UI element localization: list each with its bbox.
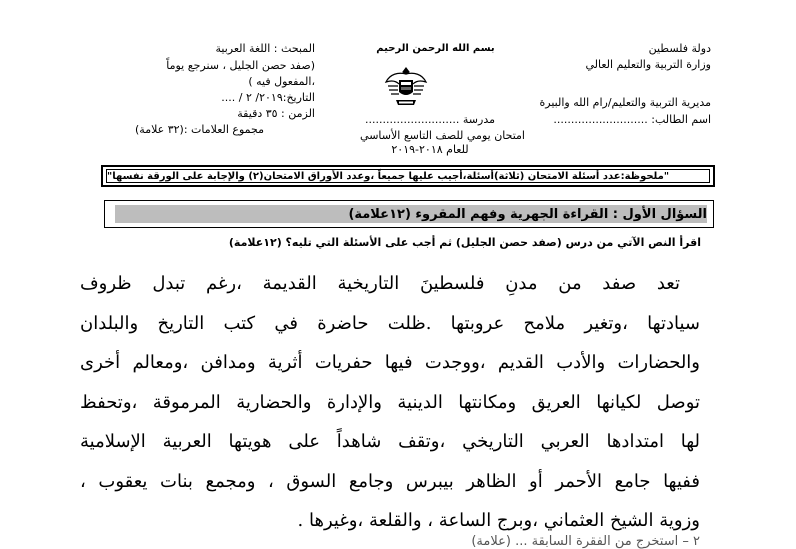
- palestine-emblem-icon: [384, 64, 428, 110]
- passage-line: سيادتها ،وتغير ملامح عروبتها .ظلت حاضرة في كتب التاريخ والبلدان: [80, 312, 700, 334]
- topic-line-2: ،المفعول فيه ): [248, 75, 315, 88]
- exam-note: "ملحوظة:عدد أسئلة الامتحان (ثلاثة)أسئلة،أجيب عليها جميعاً ،وعدد الأوراق الامتحان(٢) والإجابة على الورقة نفسها": [106, 169, 710, 183]
- passage-line: توصل لكيانها العريق ومكانتها الدينية والإدارة والحضارية المرموقة ،وتحفظ: [80, 391, 700, 413]
- directorate-name: مديرية التربية والتعليم/رام الله والبيرة: [539, 96, 711, 109]
- student-name-field[interactable]: اسم الطالب: ...........................: [553, 113, 711, 126]
- academic-year: للعام ٢٠١٨-٢٠١٩: [391, 143, 469, 156]
- school-field[interactable]: مدرسة ...........................: [365, 113, 495, 126]
- header-center: [348, 42, 523, 56]
- question-1-header: [104, 200, 714, 228]
- passage-line: تعد صفد من مدنِ فلسطينَ التاريخية القديمة ،رغم تبدل ظروف: [80, 273, 680, 294]
- header-left: [135, 42, 315, 137]
- exam-title: امتحان يومي للصف التاسع الأساسي: [360, 129, 525, 142]
- exam-time: الزمن : ٣٥ دقيقة: [237, 107, 315, 120]
- ministry-name: وزارة التربية والتعليم العالي: [585, 58, 711, 71]
- total-marks: مجموع العلامات :(٣٢ علامة): [135, 123, 265, 136]
- question-1-instruction: اقرأ النص الآتي من درس (صفد حصن الجليل) ثم أجب على الأسئلة التي تليه؟ (١٢علامة): [228, 236, 701, 249]
- topic-line-1: (صفد حصن الجليل ، سنرجع يوماً: [166, 59, 315, 72]
- reading-passage: [80, 264, 700, 541]
- passage-line: لها امتدادها العربي التاريخي ،وتقف شاهداً على هويتها العربية الإسلامية: [80, 431, 700, 452]
- passage-line: والحضارات والأدب القديم ،ووجدت فيها حفريات أثرية ومدافن ،ومعالم أخرى: [80, 352, 700, 373]
- question-1-title: السؤال الأول : القراءة الجهرية وفهم المقروء (١٢علامة): [348, 207, 707, 222]
- subject: المبحث : اللغة العربية: [215, 42, 315, 55]
- exam-note-box: [101, 165, 715, 187]
- next-question-cut: ٢ – استخرج من الفقرة السابقة ... (علامة): [471, 534, 700, 549]
- header-center-lower: [335, 113, 525, 157]
- exam-date: التاريخ:٢٠١٩/ ٢ / ....: [221, 91, 315, 104]
- passage-line: وزوية الشيخ العثماني ،وبرج الساعة ، والقلعة ،وغيرها .: [297, 510, 700, 531]
- passage-line: ففيها جامع الأحمر أو الظاهر بيبرس وجامع السوق ، ومجمع بنات يعقوب ،: [80, 470, 700, 492]
- basmala: بسم الله الرحمن الرحيم: [376, 43, 495, 54]
- state-name: دولة فلسطين: [648, 42, 711, 55]
